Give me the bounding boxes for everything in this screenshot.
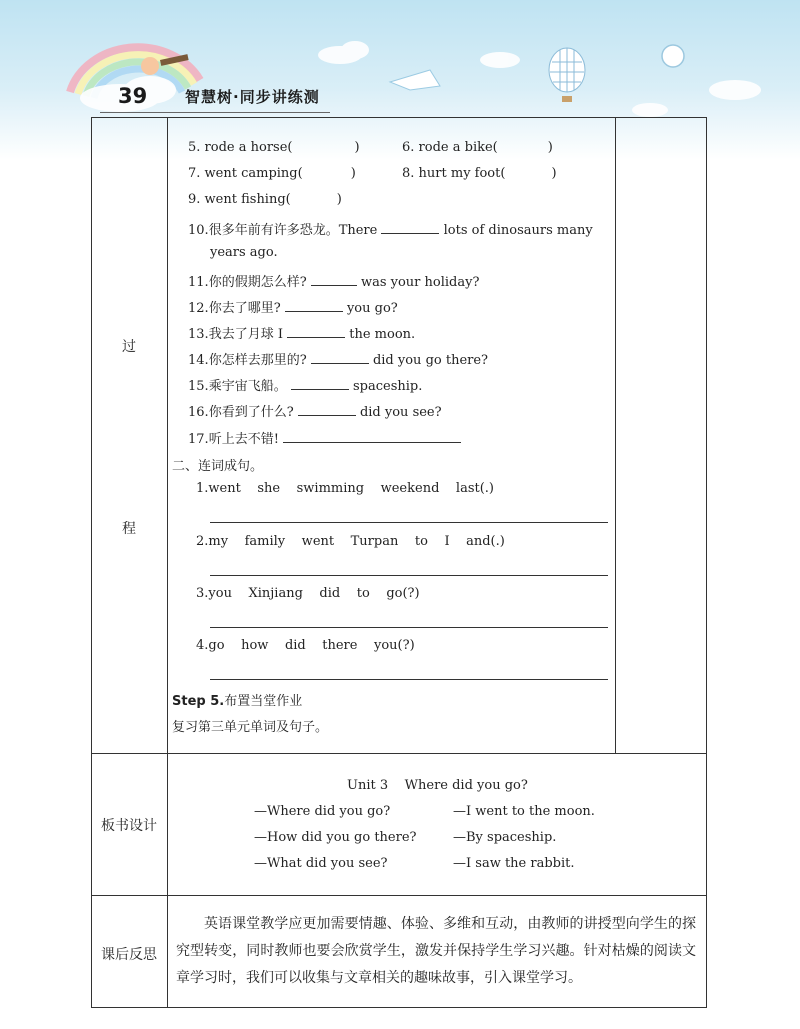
answer-blank[interactable] [291,377,349,390]
phrase-item: 7. went camping( ) [188,166,356,181]
phrase-item: 6. rode a bike( ) [402,140,553,155]
part2-heading: 二、连词成句。 [172,459,264,474]
word-order-item: 4.go how did there you(?) [196,638,415,653]
girl-icon [141,57,159,75]
page-number: 39 [118,84,148,108]
board-answer: —I went to the moon. [453,804,595,819]
fill-blank-item: 17.听上去不错! [188,428,461,447]
answer-line[interactable] [210,575,608,576]
answer-line[interactable] [210,679,608,680]
board-design-label: 板书设计 [101,818,157,834]
fill-blank-item: 11.你的假期怎么样? was your holiday? [188,275,480,290]
board-answer: —By spaceship. [453,830,557,845]
fill-blank-item: 15.乘宇宙飞船。 spaceship. [188,379,423,394]
row-divider-process [91,753,707,754]
sun-icon [662,45,684,67]
answer-blank[interactable] [298,403,356,416]
reflection-label: 课后反思 [101,947,157,963]
label-column-divider [167,117,168,1008]
fill-blank-item: 10.很多年前有许多恐龙。There lots of dinosaurs many [188,223,593,238]
board-question: —How did you go there? [254,830,417,845]
board-answer: —I saw the rabbit. [453,856,575,871]
phrase-item: 8. hurt my foot( ) [402,166,557,181]
step5-heading: Step 5.布置当堂作业 [172,694,303,709]
board-question: —What did you see? [254,856,388,871]
phrase-item: 9. went fishing( ) [188,192,342,207]
fill-blank-item: 12.你去了哪里? you go? [188,301,398,316]
hot-air-balloon-icon [549,48,585,102]
answer-blank[interactable] [283,430,461,443]
fill-blank-item: 13.我去了月球 I the moon. [188,327,416,342]
notes-column-divider [615,117,616,753]
board-title: Unit 3 Where did you go? [347,778,528,793]
step5-content: 复习第三单元单词及句子。 [172,720,329,735]
answer-blank[interactable] [285,299,343,312]
fill-blank-item: 16.你看到了什么? did you see? [188,405,442,420]
process-label-2: 程 [122,521,136,537]
fill-blank-item: 14.你怎样去那里的? did you go there? [188,353,489,368]
answer-blank[interactable] [311,351,369,364]
word-order-item: 2.my family went Turpan to I and(.) [196,534,505,549]
answer-line[interactable] [210,627,608,628]
row-divider-board [91,895,707,896]
series-title: 智慧树·同步讲练测 [185,88,320,106]
word-order-item: 1.went she swimming weekend last(.) [196,481,494,496]
reflection-text: 英语课堂教学应更加需要情趣、体验、多维和互动，由教师的讲授型向学生的探究型转变，同时教师也要会欣赏学生，激发并保持学生学习兴趣。针对枯燥的阅读文章学习时，我们可以收集与文章相关的趣味故事，引入课堂学习。 [176,916,696,986]
glider-icon [390,70,440,90]
header-rule [100,112,330,113]
answer-blank[interactable] [287,325,345,338]
answer-line[interactable] [210,522,608,523]
answer-blank[interactable] [381,221,439,234]
process-label-1: 过 [122,339,136,355]
fill-blank-continuation: years ago. [210,245,278,260]
word-order-item: 3.you Xinjiang did to go(?) [196,586,420,601]
phrase-item: 5. rode a horse( ) [188,140,360,155]
answer-blank[interactable] [311,273,357,286]
board-question: —Where did you go? [254,804,391,819]
